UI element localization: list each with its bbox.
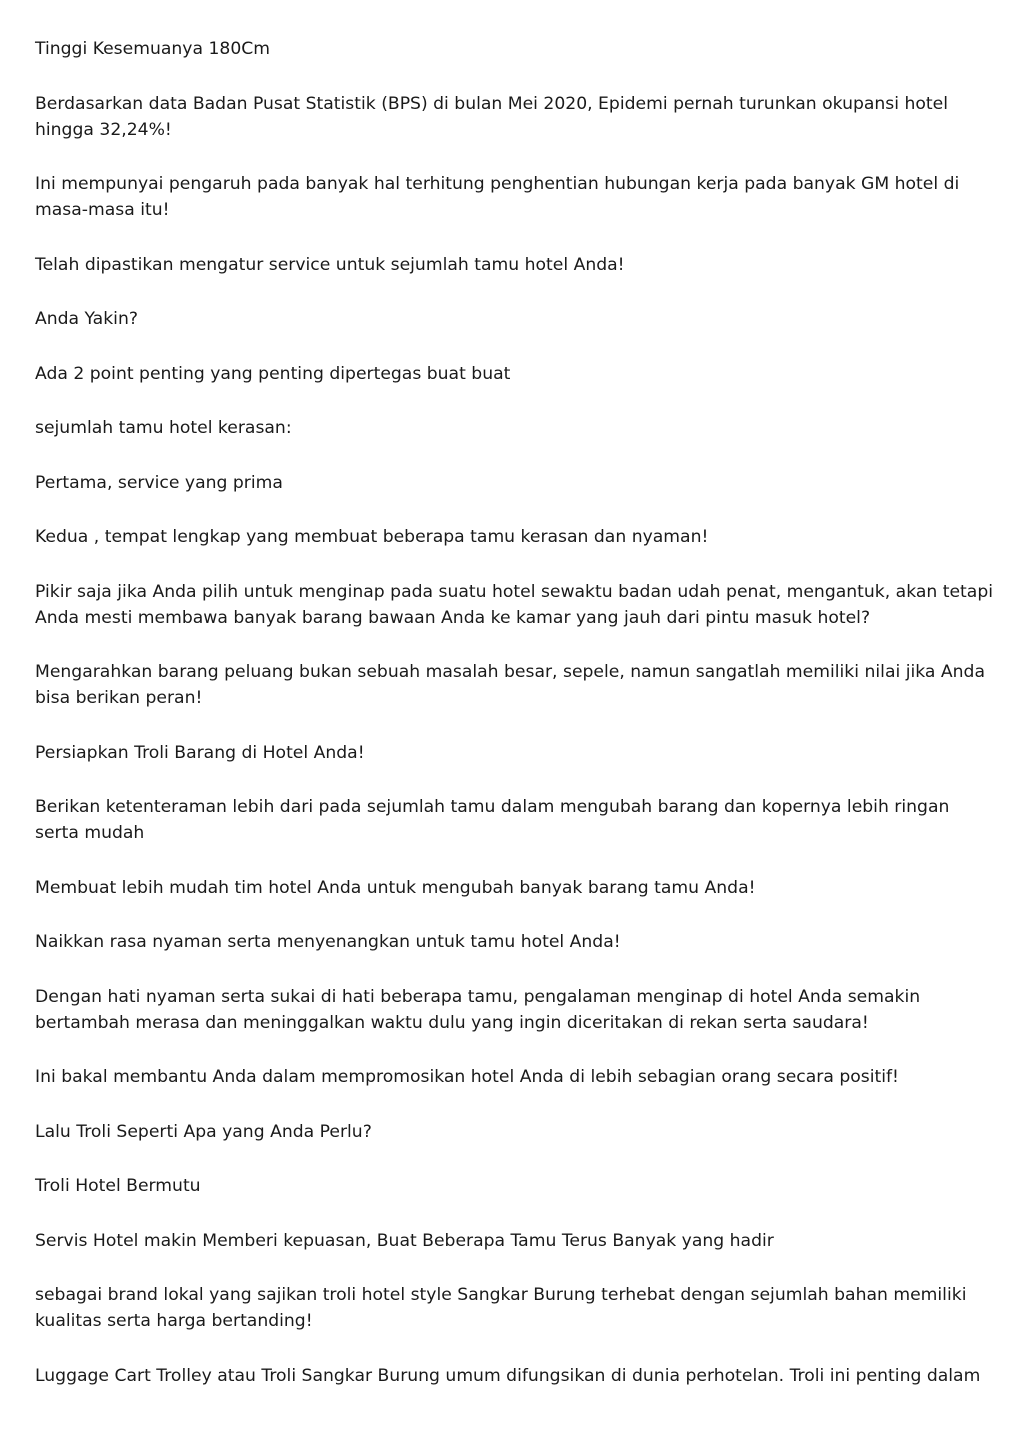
paragraph-prepare-trolley: Persiapkan Troli Barang di Hotel Anda! xyxy=(35,742,365,763)
paragraph-luggage-matter: Mengarahkan barang peluang bukan sebuah masalah besar, sepele, namun sangatlah memiliki nilai jika Anda bisa berikan peran! xyxy=(35,662,986,708)
paragraph-two-points: Ada 2 point penting yang penting dipertegas buat buat xyxy=(35,363,511,384)
document-body xyxy=(35,36,995,1417)
paragraph-quality-trolley: Troli Hotel Bermutu xyxy=(35,1176,201,1196)
paragraph-experience: Dengan hati nyaman serta sukai di hati beberapa tamu, pengalaman menginap di hotel Anda semakin bertambah merasa dan meninggalkan waktu dulu yang ingin diceritakan di rekan serta saudara! xyxy=(35,986,921,1033)
paragraph-satisfaction: Servis Hotel makin Memberi kepuasan, Buat Beberapa Tamu Terus Banyak yang hadir xyxy=(35,1230,774,1251)
paragraph-team: Membuat lebih mudah tim hotel Anda untuk mengubah banyak barang tamu Anda! xyxy=(35,877,756,898)
paragraph-imagine: Pikir saja jika Anda pilih untuk menginap pada suatu hotel sewaktu badan udah penat, mengantuk, akan tetapi Anda mesti membawa banyak barang bawaan Anda ke kamar yang jauh dari pintu masuk hotel? xyxy=(35,581,994,628)
paragraph-guests: sejumlah tamu hotel kerasan: xyxy=(35,418,292,438)
paragraph-which-trolley: Lalu Troli Seperti Apa yang Anda Perlu? xyxy=(35,1121,372,1142)
paragraph-comfort: Berikan ketenteraman lebih dari pada sejumlah tamu dalam mengubah barang dan kopernya lebih ringan serta mudah xyxy=(35,797,950,843)
paragraph-height: Tinggi Kesemuanya 180Cm xyxy=(35,39,270,59)
paragraph-service: Telah dipastikan mengatur service untuk sejumlah tamu hotel Anda! xyxy=(35,254,625,275)
paragraph-impact: Ini mempunyai pengaruh pada banyak hal terhitung penghentian hubungan kerja pada banyak GM hotel di masa-masa itu! xyxy=(35,174,960,220)
paragraph-local-brand: sebagai brand lokal yang sajikan troli hotel style Sangkar Burung terhebat dengan sejumlah bahan memiliki kualitas serta harga bertanding! xyxy=(35,1285,967,1331)
paragraph-second-point: Kedua , tempat lengkap yang membuat beberapa tamu kerasan dan nyaman! xyxy=(35,527,709,547)
paragraph-bps-data: Berdasarkan data Badan Pusat Statistik (BPS) di bulan Mei 2020, Epidemi pernah turunkan okupansi hotel hingga 32,24%! xyxy=(35,93,948,140)
paragraph-luggage-cart: Luggage Cart Trolley atau Troli Sangkar Burung umum difungsikan di dunia perhotelan. Troli ini penting dalam xyxy=(35,1365,981,1386)
paragraph-question: Anda Yakin? xyxy=(35,309,138,329)
paragraph-first-point: Pertama, service yang prima xyxy=(35,472,283,493)
paragraph-promotion: Ini bakal membantu Anda dalam mempromosikan hotel Anda di lebih sebagian orang secara positif! xyxy=(35,1067,899,1087)
paragraph-pleasant: Naikkan rasa nyaman serta menyenangkan untuk tamu hotel Anda! xyxy=(35,932,621,952)
